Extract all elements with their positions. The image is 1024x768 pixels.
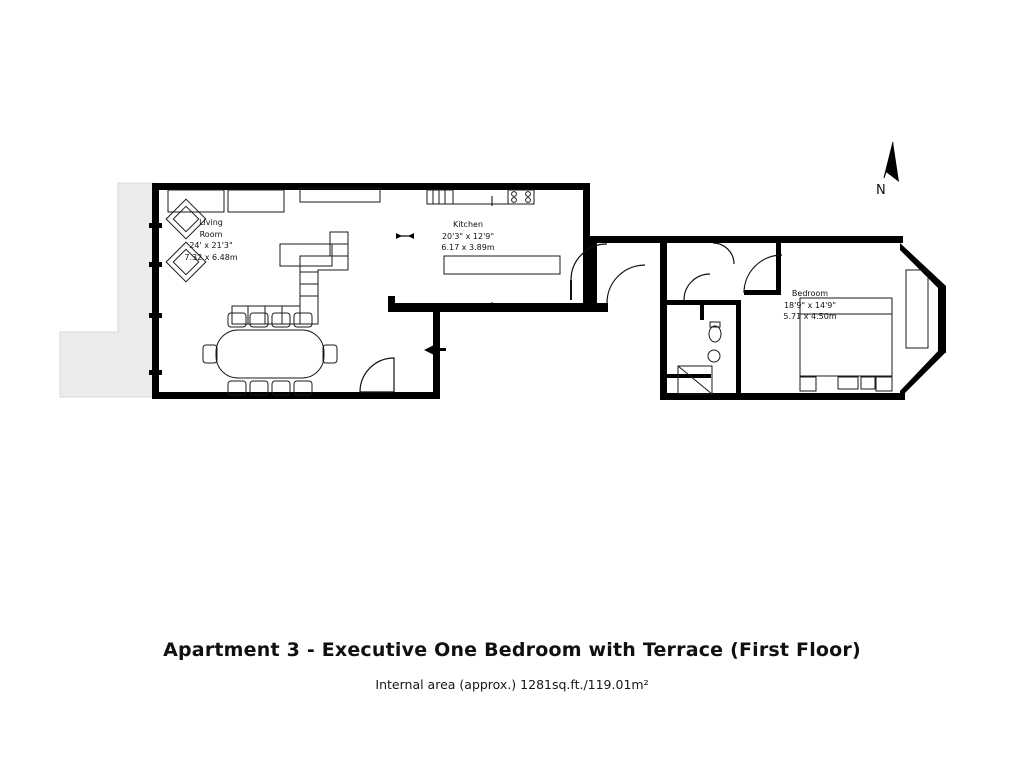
internal-area-text: Internal area (approx.) 1281sq.ft./119.01m² [375,677,649,692]
room-dims-imperial: 18'9" x 14'9" [783,300,837,310]
room-dims-metric: 6.17 x 3.89m [441,243,495,252]
room-dims-imperial: 24' x 21'3" [189,241,233,250]
compass-north-label: N [876,183,886,198]
room-label-living-room [178,217,244,263]
room-name-line1: Kitchen [452,220,484,229]
room-dims-imperial: 20'3" x 12'9" [441,231,495,241]
room-name-line2: Room [199,229,223,239]
room-dims-metric: 5.71 x 4.50m [783,312,837,321]
room-label-bedroom [770,288,850,323]
room-dims-metric: 7.32 x 6.48m [184,252,238,262]
room-name-line1: Living [199,218,223,227]
north-arrow-icon [884,142,899,182]
room-name-line1: Bedroom [791,289,829,298]
caption [0,636,1024,694]
bathroom-fittings [678,322,721,394]
door-swings [360,243,782,392]
page-title: Apartment 3 - Executive One Bedroom with Terrace (First Floor) [163,639,861,661]
room-label-kitchen [428,219,508,254]
internal-partitions [667,243,781,396]
terrace-area [60,183,155,397]
